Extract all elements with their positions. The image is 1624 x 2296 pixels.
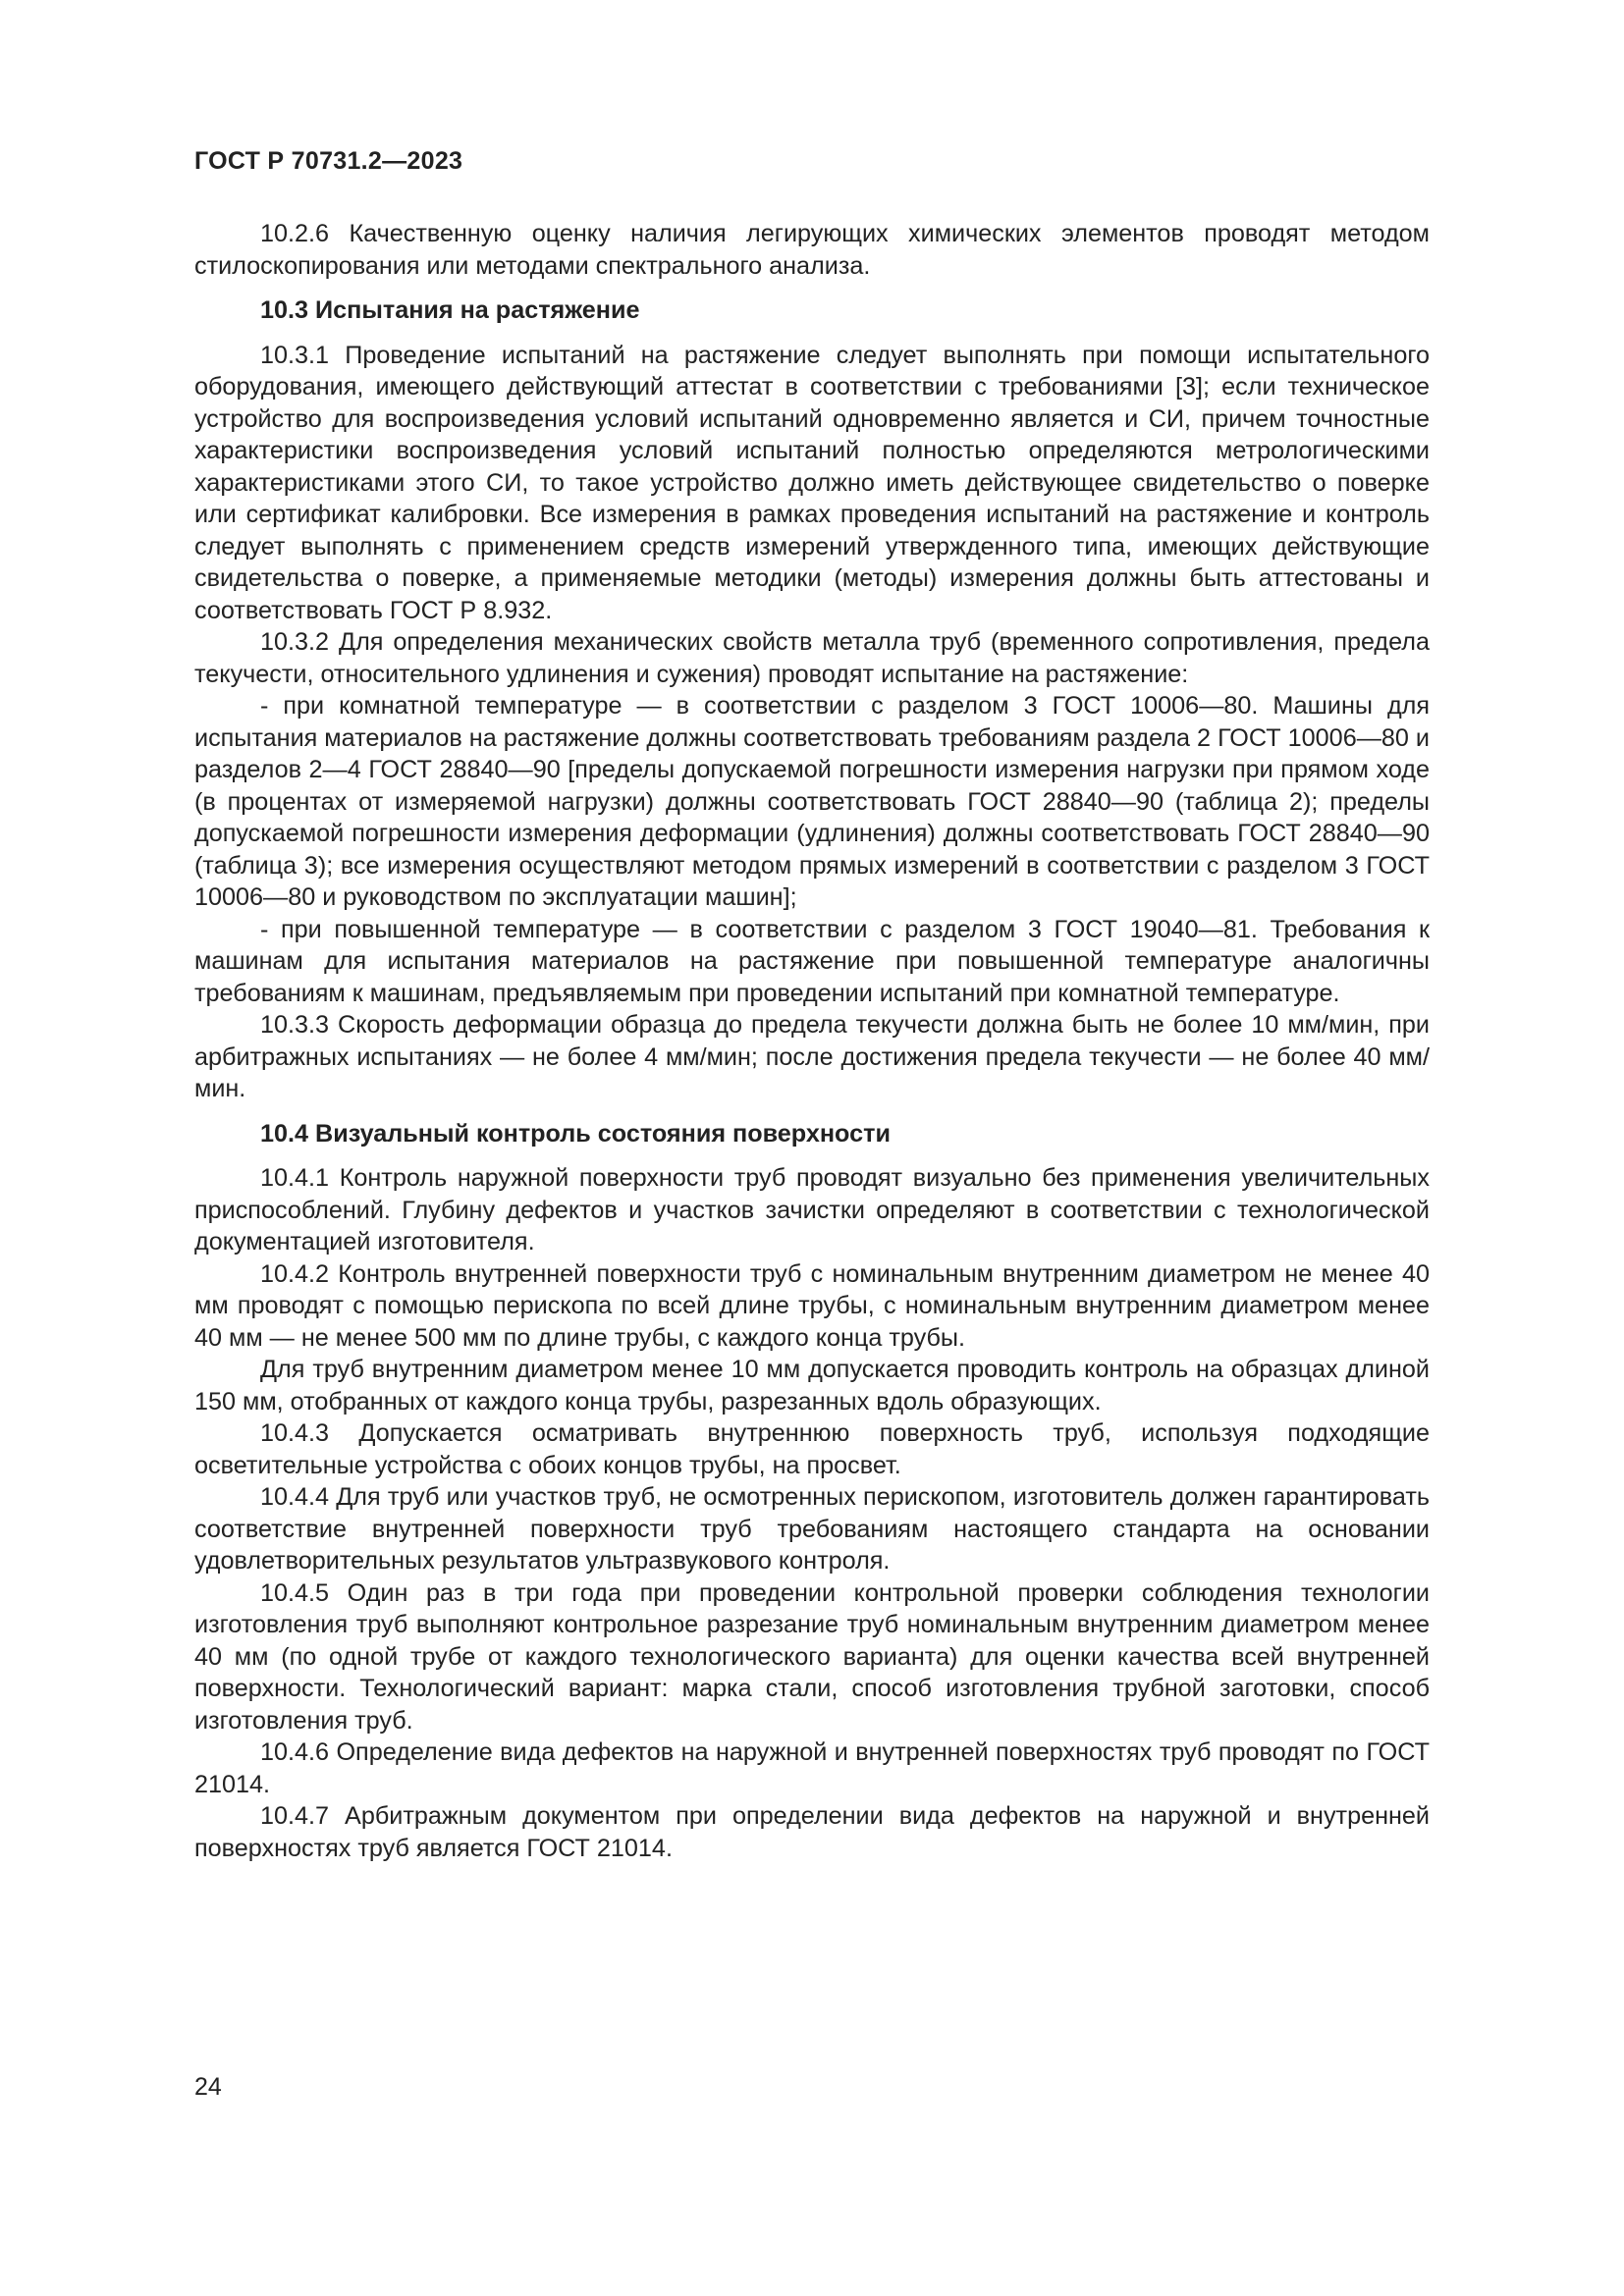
list-item-room-temperature: - при комнатной температуре — в соответствии с разделом 3 ГОСТ 10006—80. Машины для испытания материалов на растяжение должны соответствовать требованиям раздела 2 ГОСТ 10006—80 и разделов 2—4 ГОСТ 28840—90 [пределы допускаемой погрешности измерения нагрузки при прямом ходе (в процентах от измеряемой нагрузки) должны соответствовать ГОСТ 28840—90 (таблица 2); пределы допускаемой погрешности измерения деформации (удлинения) должны соответствовать ГОСТ 28840—90 (таблица 3); все измерения осуществляют методом прямых измерений в соответствии с разделом 3 ГОСТ 10006—80 и руководством по эксплуатации машин]; [194, 692, 1430, 911]
paragraph-10-4-4: 10.4.4 Для труб или участков труб, не осмотренных перископом, изготовитель должен гарантировать соответствие внутренней поверхности труб требованиям настоящего стандарта на основании удовлетворительных результатов ультразвукового контроля. [194, 1483, 1430, 1575]
section-heading-10-3: 10.3 Испытания на растяжение [260, 296, 640, 324]
paragraph-10-3-1: 10.3.1 Проведение испытаний на растяжение следует выполнять при помощи испытательного оборудования, имеющего действующий аттестат в соответствии с требованиями [3]; если техническое устройство для воспроизведения условий испытаний одновременно является и СИ, причем точностные характеристики воспроизведения условий испытаний полностью определяются метрологическими характеристиками этого СИ, то такое устройство должно иметь действующее свидетельство о поверке или сертификат калибровки. Все измерения в рамках проведения испытаний на растяжение и контроль следует выполнять с применением средств измерений утвержденного типа, имеющих действующие свидетельства о поверке, а применяемые методики (методы) измерения должны быть аттестованы и соответствовать ГОСТ Р 8.932. [194, 341, 1430, 624]
page-number: 24 [194, 2073, 222, 2101]
paragraph-10-4-2-small-diameter: Для труб внутренним диаметром менее 10 мм допускается проводить контроль на образцах длиной 150 мм, отобранных от каждого конца трубы, разрезанных вдоль образующих. [194, 1356, 1430, 1415]
page-content [194, 218, 1430, 1864]
paragraph-10-3-3: 10.3.3 Скорость деформации образца до предела текучести должна быть не более 10 мм/мин, при арбитражных испытаниях — не более 4 мм/мин; после достижения предела текучести — не более 40 мм/мин. [194, 1011, 1430, 1102]
paragraph-10-4-7: 10.4.7 Арбитражным документом при определении вида дефектов на наружной и внутренней поверхностях труб является ГОСТ 21014. [194, 1802, 1430, 1862]
paragraph-10-4-5: 10.4.5 Один раз в три года при проведении контрольной проверки соблюдения технологии изготовления труб выполняют контрольное разрезание труб номинальным внутренним диаметром менее 40 мм (по одной трубе от каждого технологического варианта) для оценки качества всей внутренней поверхности. Технологический вариант: марка стали, способ изготовления трубной заготовки, способ изготовления труб. [194, 1578, 1430, 1735]
list-item-elevated-temperature: - при повышенной температуре — в соответствии с разделом 3 ГОСТ 19040—81. Требования к машинам для испытания материалов на растяжение при повышенной температуре аналогичны требованиям к машинам, предъявляемым при проведении испытаний при комнатной температуре. [194, 915, 1430, 1007]
document-header: ГОСТ Р 70731.2—2023 [194, 147, 463, 175]
paragraph-10-4-3: 10.4.3 Допускается осматривать внутреннюю поверхность труб, используя подходящие осветительные устройства с обоих концов трубы, на просвет. [194, 1419, 1430, 1479]
paragraph-10-3-2: 10.3.2 Для определения механических свойств металла труб (временного сопротивления, предела текучести, относительного удлинения и сужения) проводят испытание на растяжение: [194, 628, 1430, 688]
paragraph-10-4-2: 10.4.2 Контроль внутренней поверхности труб с номинальным внутренним диаметром не менее 40 мм проводят с помощью перископа по всей длине трубы, с номинальным внутренним диаметром менее 40 мм — не менее 500 мм по длине трубы, с каждого конца трубы. [194, 1259, 1430, 1352]
paragraph-10-4-1: 10.4.1 Контроль наружной поверхности труб проводят визуально без применения увеличительных приспособлений. Глубину дефектов и участков зачистки определяют в соответствии с технологической документацией изготовителя. [194, 1164, 1430, 1255]
section-heading-10-4: 10.4 Визуальный контроль состояния поверхности [260, 1119, 891, 1148]
paragraph-10-4-6: 10.4.6 Определение вида дефектов на наружной и внутренней поверхностях труб проводят по ГОСТ 21014. [194, 1738, 1430, 1798]
paragraph-10-2-6: 10.2.6 Качественную оценку наличия легирующих химических элементов проводят методом стилоскопирования или методами спектрального анализа. [194, 220, 1430, 280]
